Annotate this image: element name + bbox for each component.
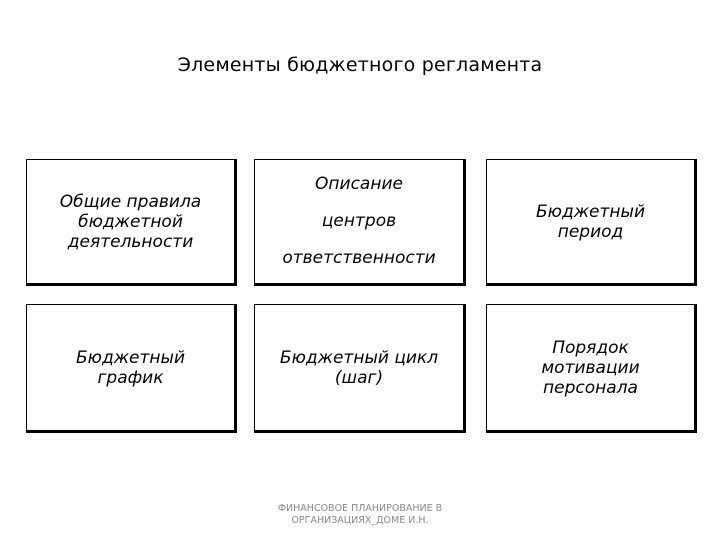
box-label-line: персонала	[543, 377, 638, 398]
box-label-line: период	[557, 221, 624, 242]
box-budget-cycle	[254, 304, 466, 433]
box-label-line: Бюджетный	[76, 347, 185, 368]
box-label-line: мотивации	[541, 357, 640, 378]
box-label-line: график	[97, 367, 164, 388]
box-staff-motivation	[486, 304, 697, 433]
box-label-line: бюджетной	[78, 211, 183, 232]
box-label-line: Бюджетный цикл	[279, 347, 439, 368]
box-label-line: деятельности	[67, 231, 194, 252]
diagram-title: Элементы бюджетного регламента	[177, 54, 543, 76]
box-general-rules	[26, 159, 237, 286]
box-budget-period	[486, 159, 697, 286]
footer-line: ОРГАНИЗАЦИЯХ_ДОМЕ И.Н.	[291, 515, 429, 526]
box-label-line: ответственности	[282, 248, 436, 268]
footer-line: ФИНАНСОВОЕ ПЛАНИРОВАНИЕ В	[277, 503, 443, 514]
box-budget-schedule	[26, 304, 237, 433]
box-label-line: Описание	[315, 174, 403, 194]
box-responsibility-centers	[254, 159, 466, 286]
box-label-line: Бюджетный	[536, 201, 645, 222]
box-label-line: центров	[321, 211, 397, 231]
box-label-line: (шаг)	[334, 367, 384, 388]
box-label-line: Общие правила	[59, 191, 202, 212]
box-label-line: Порядок	[552, 337, 629, 358]
footer-caption	[260, 503, 460, 527]
